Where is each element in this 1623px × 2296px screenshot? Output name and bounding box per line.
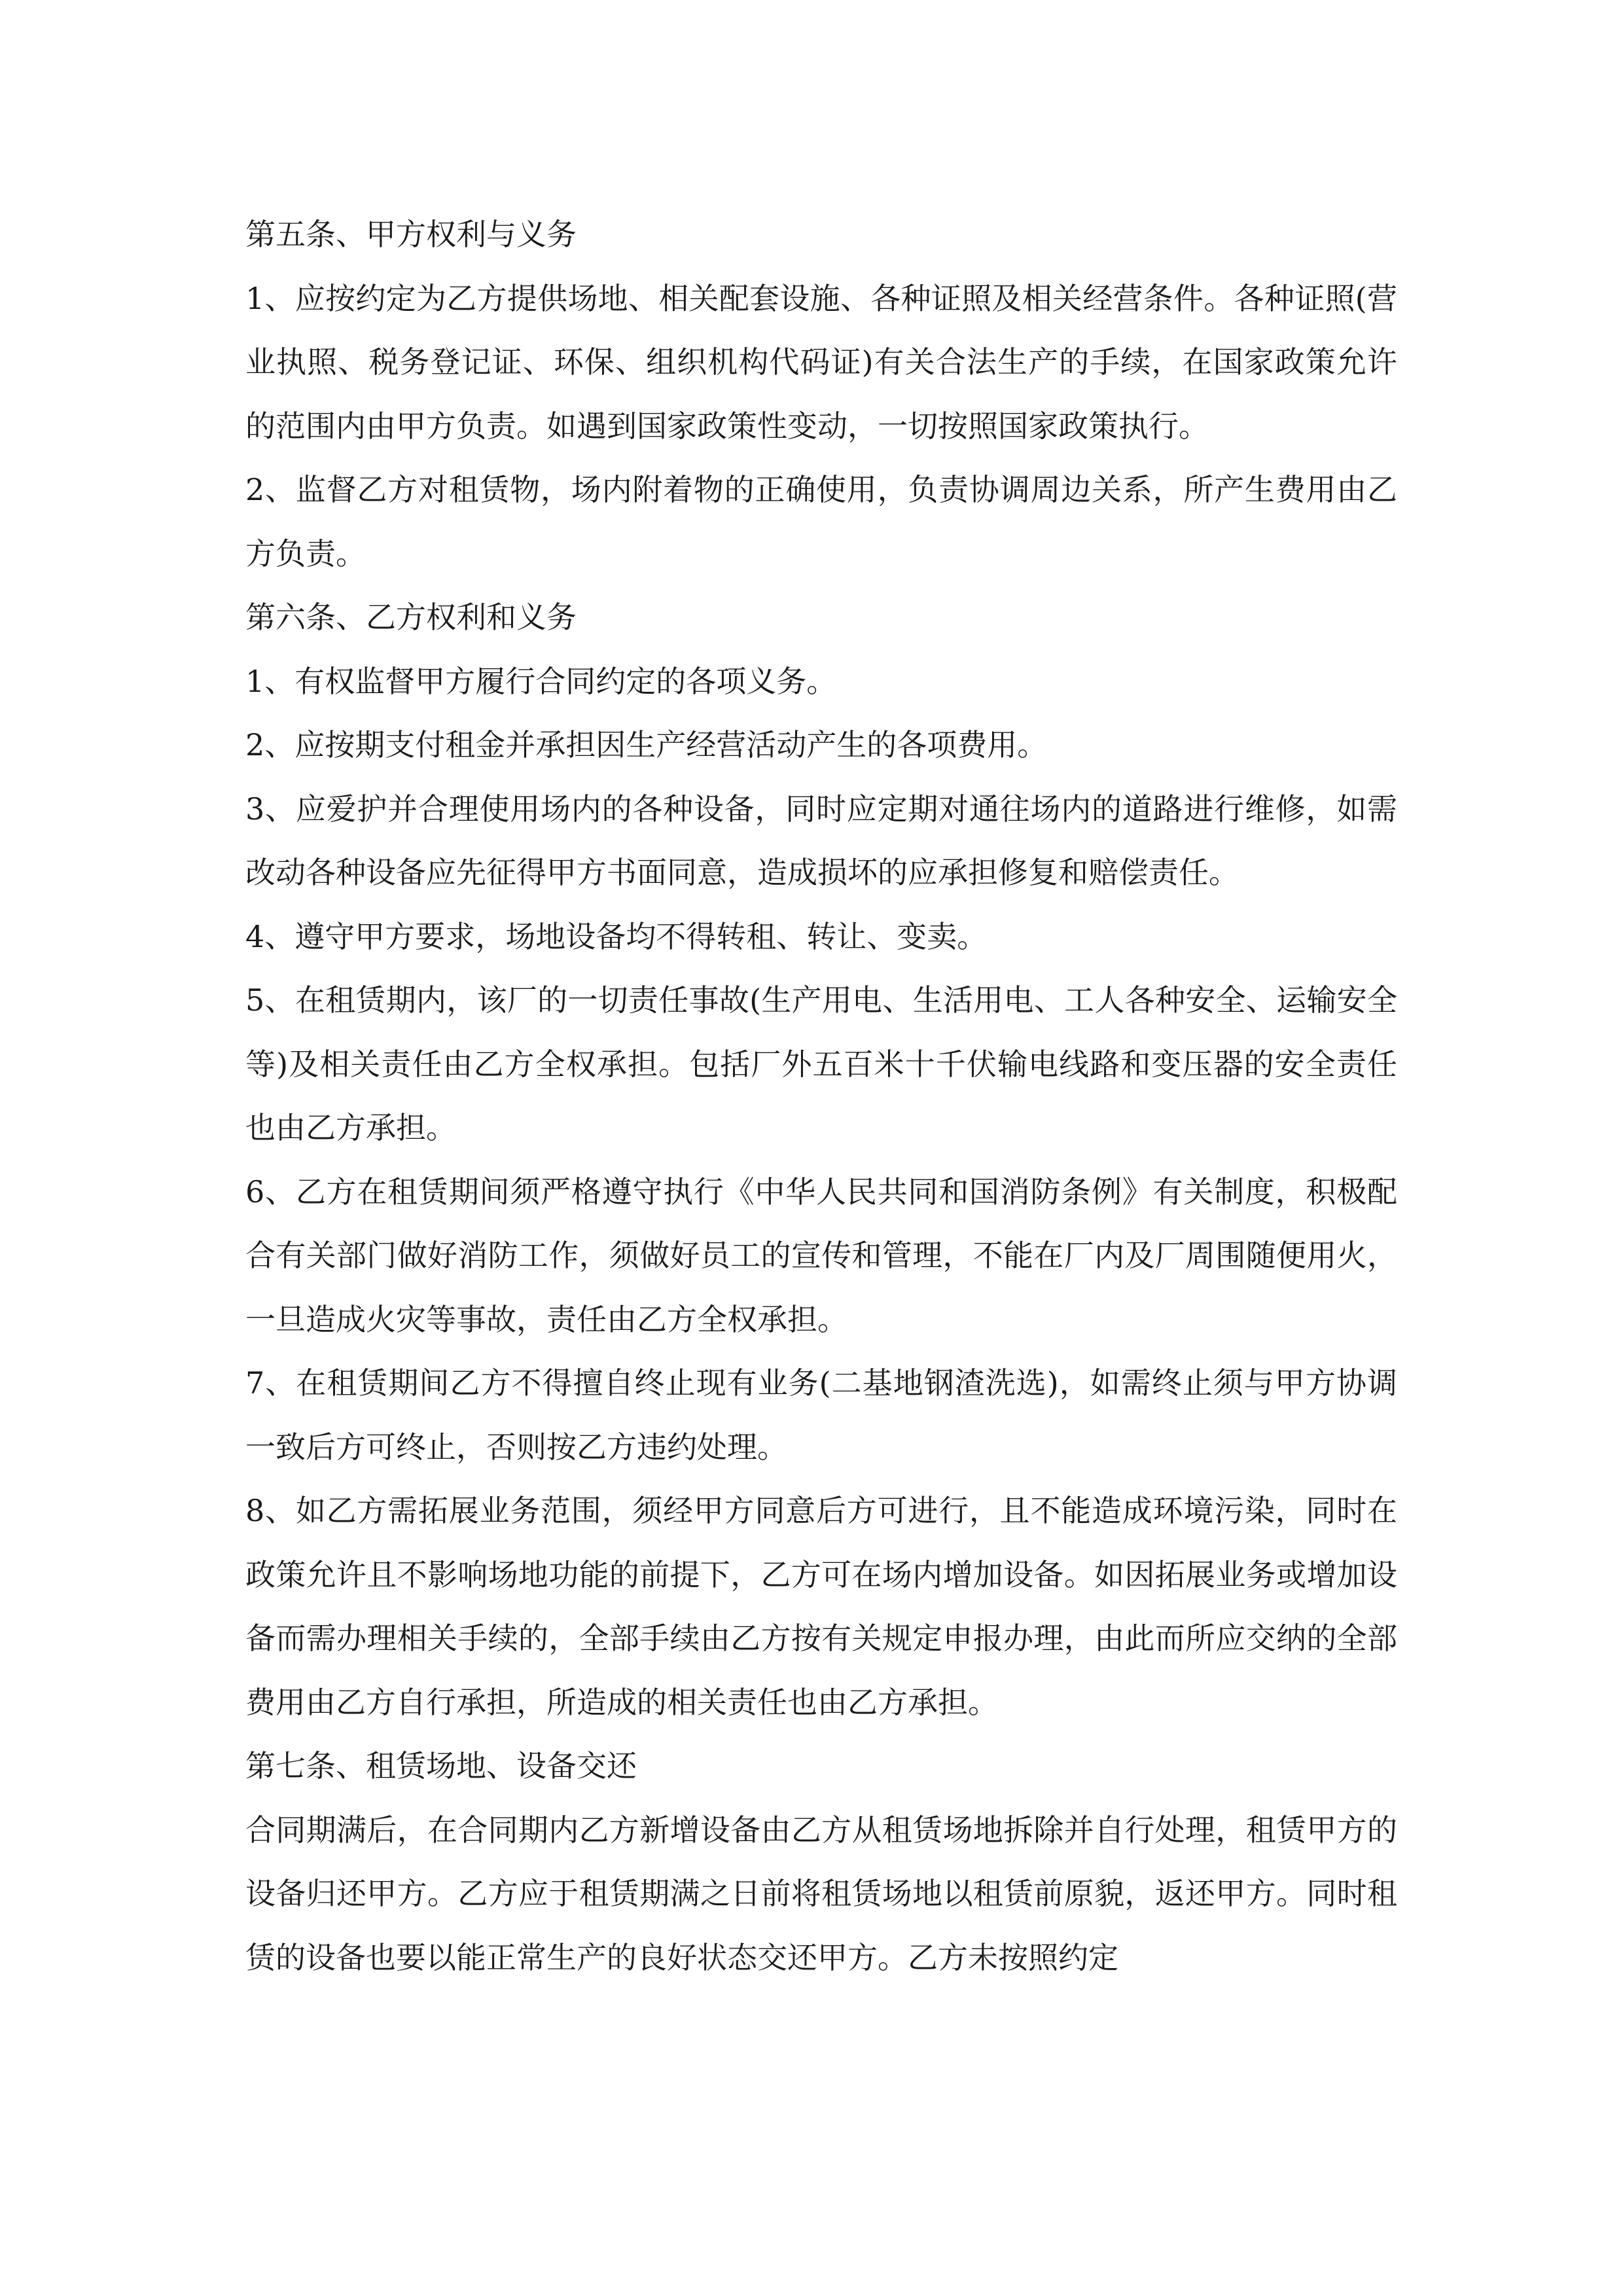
article-6-clause-5: 5、在租赁期内，该厂的一切责任事故(生产用电、生活用电、工人各种安全、运输安全等)及相关责任由乙方全权承担。包括厂外五百米十千伏输电线路和变压器的安全责任也由乙方承担。 [245,982,1397,1145]
article-6-clause-2: 2、应按期支付租金并承担因生产经营活动产生的各项费用。 [245,727,1048,762]
contract-body [245,203,1397,1990]
article-6-clause-6: 6、乙方在租赁期间须严格遵守执行《中华人民共同和国消防条例》有关制度，积极配合有关部门做好消防工作，须做好员工的宣传和管理，不能在厂内及厂周围随便用火，一旦造成火灾等事故，责任由乙方全权承担。 [245,1174,1397,1337]
article-6-clause-7: 7、在租赁期间乙方不得擅自终止现有业务(二基地钢渣洗选)，如需终止须与甲方协调一致后方可终止，否则按乙方违约处理。 [245,1365,1397,1465]
article-6-heading: 第六条、乙方权利和义务 [245,600,577,635]
article-5-clause-1: 1、应按约定为乙方提供场地、相关配套设施、各种证照及相关经营条件。各种证照(营业执照、税务登记证、环保、组织机构代码证)有关合法生产的手续，在国家政策允许的范围内由甲方负责。如遇到国家政策性变动，一切按照国家政策执行。 [245,280,1397,444]
article-5-heading: 第五条、甲方权利与义务 [245,217,577,252]
article-6-clause-8: 8、如乙方需拓展业务范围，须经甲方同意后方可进行，且不能造成环境污染，同时在政策允许且不影响场地功能的前提下，乙方可在场内增加设备。如因拓展业务或增加设备而需办理相关手续的，全部手续由乙方按有关规定申报办理，由此而所应交纳的全部费用由乙方自行承担，所造成的相关责任也由乙方承担。 [245,1493,1397,1720]
article-6-clause-1: 1、有权监督甲方履行合同约定的各项义务。 [245,663,837,699]
article-6-clause-3: 3、应爱护并合理使用场内的各种设备，同时应定期对通往场内的道路进行维修，如需改动各种设备应先征得甲方书面同意，造成损坏的应承担修复和赔偿责任。 [245,791,1397,890]
article-7-heading: 第七条、租赁场地、设备交还 [245,1748,637,1784]
article-7-body: 合同期满后，在合同期内乙方新增设备由乙方从租赁场地拆除并自行处理，租赁甲方的设备归还甲方。乙方应于租赁期满之日前将租赁场地以租赁前原貌，返还甲方。同时租赁的设备也要以能正常生产的良好状态交还甲方。乙方未按照约定 [245,1812,1397,1975]
article-5-clause-2: 2、监督乙方对租赁物，场内附着物的正确使用，负责协调周边关系，所产生费用由乙方负责。 [245,472,1397,571]
article-6-clause-4: 4、遵守甲方要求，场地设备均不得转租、转让、变卖。 [245,918,988,954]
